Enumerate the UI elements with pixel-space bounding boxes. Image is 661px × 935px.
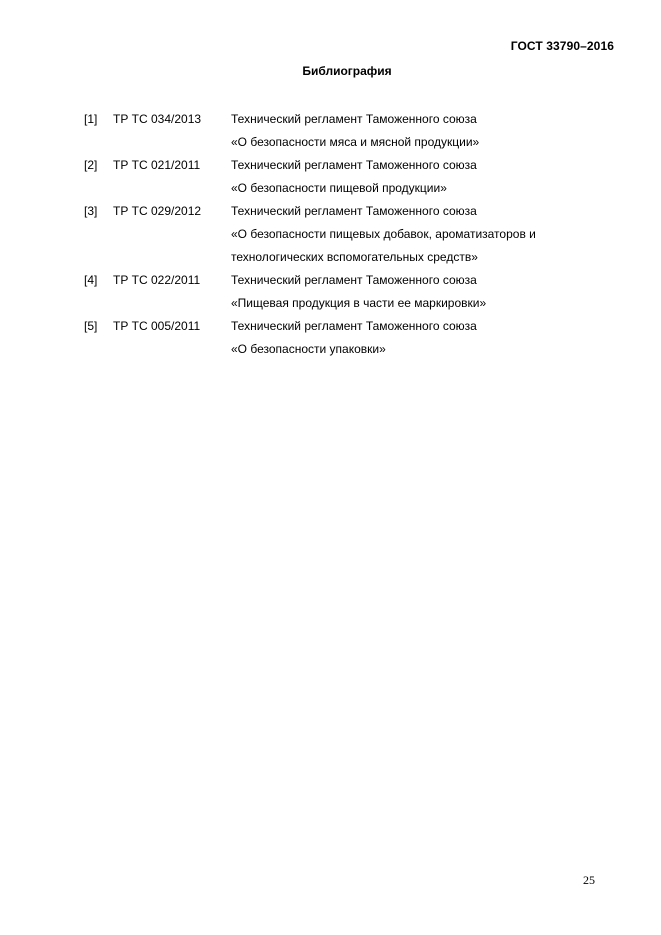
entry-description-line: Технический регламент Таможенного союза	[231, 112, 477, 126]
entry-description-line: Технический регламент Таможенного союза	[231, 158, 477, 172]
entry-description	[231, 154, 604, 200]
entry-description-line: «О безопасности пищевой продукции»	[231, 181, 447, 195]
entry-description-line: «О безопасности упаковки»	[231, 342, 386, 356]
bibliography-entry	[84, 108, 604, 154]
entry-description-line: «О безопасности пищевых добавок, ароматизаторов и	[231, 227, 536, 241]
entry-description-line: Технический регламент Таможенного союза	[231, 273, 477, 287]
entry-number: [3]	[84, 204, 98, 218]
entry-description	[231, 269, 604, 315]
entry-description-line: «Пищевая продукция в части ее маркировки»	[231, 296, 487, 310]
entry-description	[231, 108, 604, 154]
entry-description-line: «О безопасности мяса и мясной продукции»	[231, 135, 480, 149]
bibliography-entry	[84, 200, 604, 269]
entry-description-line: технологических вспомогательных средств»	[231, 250, 478, 264]
bibliography-entry	[84, 269, 604, 315]
page-number: 25	[583, 873, 595, 887]
entry-number: [4]	[84, 273, 98, 287]
document-identifier: ГОСТ 33790–2016	[510, 39, 614, 53]
entry-code: ТР ТС 005/2011	[113, 319, 201, 333]
entry-code: ТР ТС 022/2011	[113, 273, 201, 287]
entry-description	[231, 200, 604, 269]
bibliography-entry	[84, 315, 604, 361]
entry-code: ТР ТС 021/2011	[113, 158, 201, 172]
entry-number: [5]	[84, 319, 98, 333]
entry-description	[231, 315, 604, 361]
entry-code: ТР ТС 034/2013	[113, 112, 202, 126]
section-title: Библиография	[302, 64, 392, 78]
entry-description-line: Технический регламент Таможенного союза	[231, 204, 477, 218]
entry-code: ТР ТС 029/2012	[113, 204, 202, 218]
bibliography-entry	[84, 154, 604, 200]
entry-number: [1]	[84, 112, 98, 126]
entry-description-line: Технический регламент Таможенного союза	[231, 319, 477, 333]
entry-number: [2]	[84, 158, 98, 172]
bibliography-list	[84, 108, 604, 361]
